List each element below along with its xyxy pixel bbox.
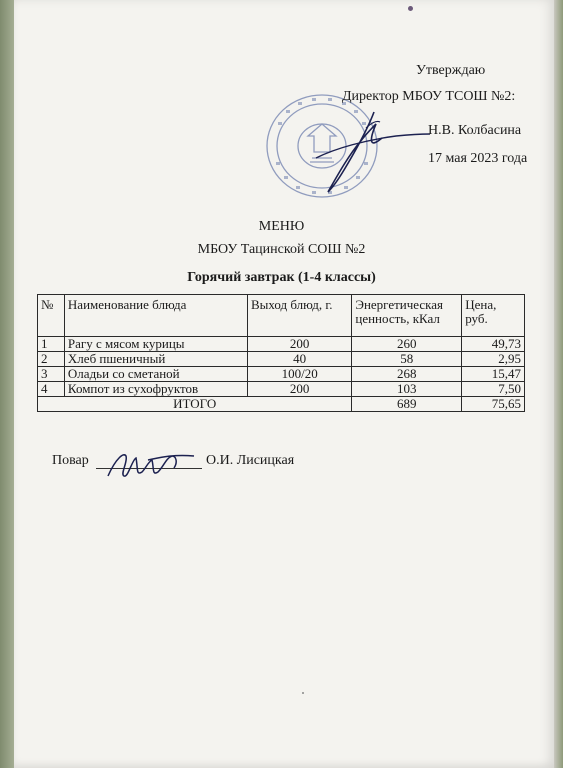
background-right-edge [554,0,563,768]
row-number: 2 [38,352,65,367]
dish-name: Компот из сухофруктов [64,382,247,397]
dish-price: 2,95 [462,352,525,367]
director-signature [296,98,436,198]
dish-output: 40 [247,352,351,367]
row-number: 1 [38,337,65,352]
table-row [38,367,525,382]
dish-price: 7,50 [462,382,525,397]
document-title: МЕНЮ [258,219,305,234]
cook-label: Повар [52,453,89,468]
dish-energy: 268 [352,367,462,382]
column-header-dish: Наименование блюда [64,295,247,337]
dish-energy: 260 [352,337,462,352]
column-header-energy: Энергетическая ценность, кКал [352,295,462,337]
row-number: 4 [38,382,65,397]
dish-price: 49,73 [462,337,525,352]
approve-label: Утверждаю [416,63,486,78]
column-header-number: № [38,295,65,337]
dish-output: 200 [247,382,351,397]
cook-signature [102,446,202,486]
menu-table [37,294,525,412]
total-price: 75,65 [462,397,525,412]
director-line: Директор МБОУ ТСОШ №2: [342,89,516,104]
column-header-output: Выход блюд, г. [247,295,351,337]
table-row [38,352,525,367]
dish-name: Рагу с мясом курицы [64,337,247,352]
cook-name: О.И. Лисицкая [206,453,295,468]
table-header-row [38,295,525,337]
row-number: 3 [38,367,65,382]
dish-energy: 103 [352,382,462,397]
table-row [38,337,525,352]
school-name: МБОУ Тацинской СОШ №2 [197,242,366,257]
dish-name: Оладьи со сметаной [64,367,247,382]
total-energy: 689 [352,397,462,412]
approval-date: 17 мая 2023 года [428,151,528,166]
paper-mark [408,6,413,11]
total-row [38,397,525,412]
table-row [38,382,525,397]
dish-output: 200 [247,337,351,352]
dish-name: Хлеб пшеничный [64,352,247,367]
dish-output: 100/20 [247,367,351,382]
dish-price: 15,47 [462,367,525,382]
total-label: ИТОГО [38,397,352,412]
column-header-price: Цена, руб. [462,295,525,337]
meal-title: Горячий завтрак (1-4 классы) [187,270,376,285]
background-left-edge [0,0,14,768]
paper-speck [302,692,304,694]
director-name: Н.В. Колбасина [428,123,522,138]
dish-energy: 58 [352,352,462,367]
